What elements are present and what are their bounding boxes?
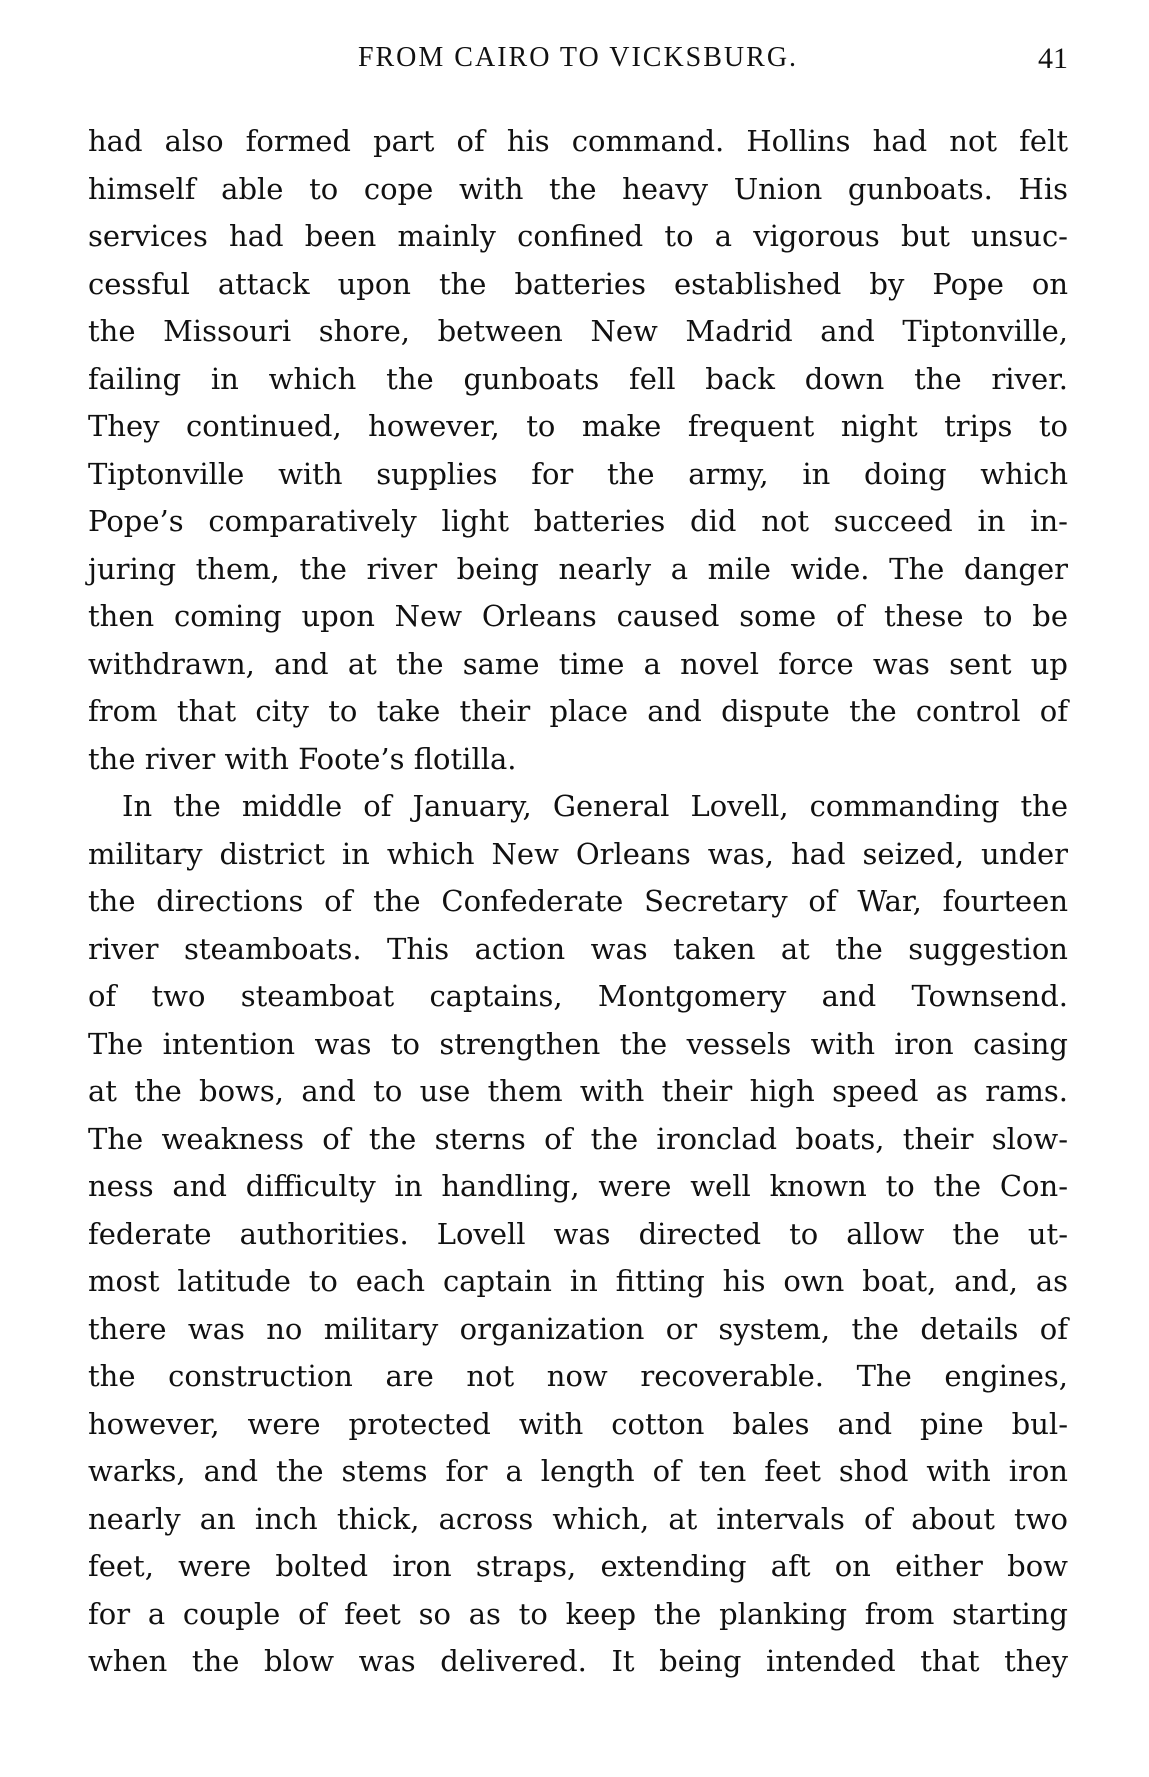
- text-line: ness and difficulty in handling, were well known to the Con-: [88, 1169, 1068, 1203]
- page-number: 41: [1038, 42, 1068, 75]
- text-line: They continued, however, to make frequent night trips to: [88, 409, 1068, 443]
- text-line: when the blow was delivered. It being intended that they: [88, 1644, 1068, 1678]
- text-line: at the bows, and to use them with their high speed as rams.: [88, 1074, 1068, 1108]
- paragraph-1: [88, 118, 1068, 783]
- text-line: cessful attack upon the batteries established by Pope on: [88, 266, 1068, 301]
- text-line: then coming upon New Orleans caused some of these to be: [88, 599, 1068, 633]
- text-line: however, were protected with cotton bales and pine bul-: [88, 1406, 1068, 1441]
- text-line: had also formed part of his command. Hollins had not felt: [88, 124, 1068, 158]
- text-line: Pope’s comparatively light batteries did not succeed in in-: [88, 504, 1068, 538]
- paragraph-2: [88, 783, 1068, 1686]
- text-line: nearly an inch thick, across which, at intervals of about two: [88, 1501, 1068, 1536]
- running-title: FROM CAIRO TO VICKSBURG.: [357, 42, 799, 73]
- text-line: most latitude to each captain in fitting his own boat, and, as: [88, 1264, 1068, 1298]
- text-line: for a couple of feet so as to keep the planking from starting: [88, 1596, 1068, 1631]
- text-line: there was no military organization or system, the details of: [88, 1311, 1068, 1346]
- text-line: warks, and the stems for a length of ten feet shod with iron: [88, 1454, 1068, 1488]
- text-line: federate authorities. Lovell was directed to allow the ut-: [88, 1216, 1068, 1251]
- text-line: river steamboats. This action was taken at the suggestion: [88, 931, 1068, 966]
- text-line: the Missouri shore, between New Madrid and Tiptonville,: [88, 314, 1068, 348]
- running-head: [88, 42, 1068, 82]
- text-line: The weakness of the sterns of the ironclad boats, their slow-: [88, 1121, 1068, 1156]
- body-text: [88, 118, 1068, 1686]
- text-line: himself able to cope with the heavy Union gunboats. His: [88, 171, 1068, 206]
- text-line: military district in which New Orleans was, had seized, under: [88, 836, 1068, 871]
- text-line: In the middle of January, General Lovell, commanding the: [122, 789, 1068, 823]
- text-line: the construction are not now recoverable. The engines,: [88, 1359, 1068, 1393]
- text-line: the directions of the Confederate Secretary of War, fourteen: [88, 884, 1068, 918]
- text-line: failing in which the gunboats fell back down the river.: [88, 361, 1068, 396]
- text-line: the river with Foote’s flotilla.: [88, 741, 517, 776]
- text-line: from that city to take their place and dispute the control of: [88, 694, 1068, 728]
- text-line: Tiptonville with supplies for the army, in doing which: [88, 456, 1068, 491]
- text-line: of two steamboat captains, Montgomery and Townsend.: [88, 979, 1068, 1013]
- text-line: withdrawn, and at the same time a novel force was sent up: [88, 646, 1068, 681]
- text-line: The intention was to strengthen the vessels with iron casing: [88, 1026, 1068, 1061]
- text-line: juring them, the river being nearly a mile wide. The danger: [88, 551, 1068, 586]
- text-line: services had been mainly confined to a vigorous but unsuc-: [88, 219, 1068, 253]
- text-line: feet, were bolted iron straps, extending aft on either bow: [88, 1549, 1068, 1583]
